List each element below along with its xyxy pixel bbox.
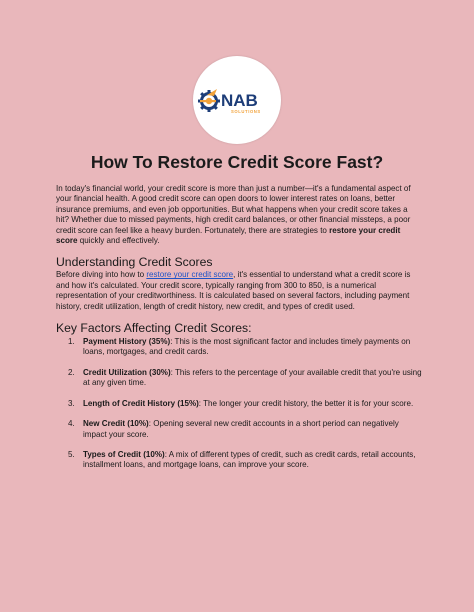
- understanding-paragraph: [56, 270, 422, 312]
- list-item-number: 2.: [68, 367, 75, 377]
- nab-logo-icon: [197, 80, 277, 120]
- understanding-text-start: Before diving into how to: [56, 270, 147, 280]
- list-item-number: 4.: [68, 419, 75, 429]
- section-heading-understanding: Understanding Credit Scores: [56, 255, 213, 270]
- article-body: [56, 184, 422, 481]
- list-item-number: 3.: [68, 398, 75, 408]
- intro-text-end: quickly and effectively.: [77, 236, 160, 246]
- understanding-text-end: , it's essential to understand what a credit score is and how it's calculated. Your credit score, typically ranging from 300 to 850, is a numerical representation of your creditworthiness. It is calculated based on several factors, including payment history, credit utilization, length of credit history, new credit, and types of credit used.: [56, 270, 411, 311]
- page-title: How To Restore Credit Score Fast?: [90, 152, 384, 172]
- list-item-text: : The longer your credit history, the better it is for your score.: [198, 398, 414, 408]
- list-item: [56, 368, 422, 389]
- gear-icon: [198, 89, 220, 112]
- list-item-text: : A mix of different types of credit, such as credit cards, retail accounts, installment loans, and mortgage loans, can improve your score.: [83, 449, 416, 470]
- list-item-text: : This refers to the percentage of your available credit that you're using at any given time.: [83, 367, 422, 388]
- list-item-label: Credit Utilization (30%): [83, 367, 171, 377]
- list-item-label: Length of Credit History (15%): [83, 398, 199, 408]
- list-item-text: : Opening several new credit accounts in a short period can negatively impact your score.: [83, 419, 399, 439]
- restore-credit-score-link[interactable]: restore your credit score: [146, 270, 234, 280]
- section-heading-key-factors: Key Factors Affecting Credit Scores:: [56, 321, 252, 336]
- intro-paragraph: [56, 184, 422, 246]
- list-item: [56, 450, 422, 471]
- list-item-label: New Credit (10%): [83, 419, 149, 429]
- intro-text: In today's financial world, your credit score is more than just a number—it's a fundamental aspect of your financial health. A good credit score can open doors to lower interest rates on loans, better insurance premiums, and even job opportunities. But what happens when your credit score takes a hit? Whether due to missed payments, high credit card balances, or other financial missteps, a poor credit score can feel like a heavy burden. Fortunately, there are strategies to: [56, 184, 411, 235]
- list-item-label: Payment History (35%): [83, 337, 171, 347]
- list-item-number: 5.: [68, 449, 75, 459]
- list-item-label: Types of Credit (10%): [83, 449, 165, 459]
- list-item: [56, 399, 422, 409]
- company-logo: [193, 56, 281, 144]
- list-item-text: : This is the most significant factor and includes timely payments on loans, mortgages, and credit cards.: [83, 337, 411, 357]
- logo-wordmark: NAB: [221, 91, 258, 110]
- key-factors-list: [56, 337, 422, 471]
- list-item-number: 1.: [68, 337, 75, 347]
- list-item: [56, 419, 422, 440]
- intro-bold-text: restore your credit score: [56, 225, 401, 246]
- logo-subtext: SOLUTIONS: [231, 109, 261, 114]
- list-item: [56, 337, 422, 358]
